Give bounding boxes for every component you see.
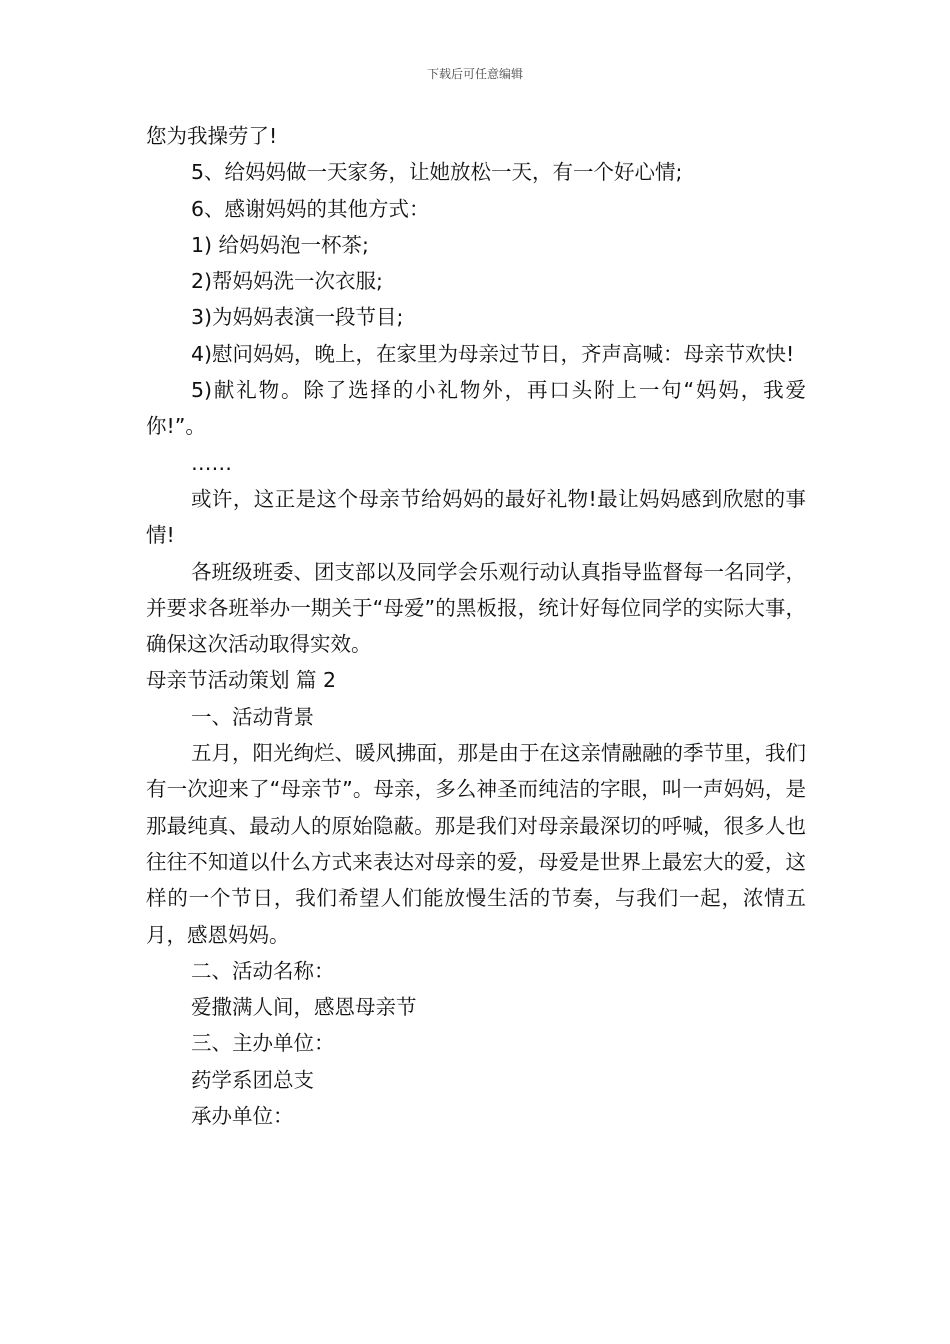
paragraph: 3)为妈妈表演一段节目; xyxy=(191,305,404,330)
paragraph: 药学系团总支 xyxy=(191,1067,314,1092)
paragraph: 五月，阳光绚烂、暖风拂面，那是由于在这亲情融融的季节里，我们有一次迎来了“母亲节”。母亲，多么神圣而纯洁的字眼，叫一声妈妈，是那最纯真、最动人的原始隐蔽。那是我们对母亲最深切的呼喊，很多人也往往不知道以什么方式来表达对母亲的爱，母爱是世界上最宏大的爱，这样的一个节日，我们希望人们能放慢生活的节奏，与我们一起，浓情五月，感恩妈妈。 xyxy=(146,741,806,947)
paragraph: 2)帮妈妈洗一次衣服; xyxy=(191,269,383,294)
paragraph: 5、给妈妈做一天家务，让她放松一天，有一个好心情; xyxy=(191,160,683,185)
paragraph: 您为我操劳了! xyxy=(146,124,278,148)
paragraph: 4)慰问妈妈，晚上，在家里为母亲过节日，齐声高喊：母亲节欢快! xyxy=(191,341,795,366)
paragraph: 一、活动背景 xyxy=(191,704,314,729)
page-header: 下载后可任意编辑 xyxy=(426,67,523,81)
section-heading: 母亲节活动策划 篇 2 xyxy=(146,668,337,693)
paragraph: …… xyxy=(191,450,232,475)
paragraph: 三、主办单位： xyxy=(191,1031,335,1056)
paragraph: 1) 给妈妈泡一杯茶; xyxy=(191,232,369,257)
paragraph: 5)献礼物。除了选择的小礼物外，再口头附上一句“妈妈，我爱你!”。 xyxy=(146,378,806,439)
paragraph: 二、活动名称： xyxy=(191,958,335,983)
paragraph: 承办单位： xyxy=(191,1104,294,1129)
paragraph: 爱撒满人间，感恩母亲节 xyxy=(191,995,417,1020)
paragraph: 各班级班委、团支部以及同学会乐观行动认真指导监督每一名同学，并要求各班举办一期关于“母爱”的黑板报，统计好每位同学的实际大事，确保这次活动取得实效。 xyxy=(146,559,806,657)
document-body xyxy=(146,118,806,1134)
paragraph: 6、感谢妈妈的其他方式： xyxy=(191,196,430,221)
paragraph: 或许，这正是这个母亲节给妈妈的最好礼物!最让妈妈感到欣慰的事情! xyxy=(146,486,806,548)
